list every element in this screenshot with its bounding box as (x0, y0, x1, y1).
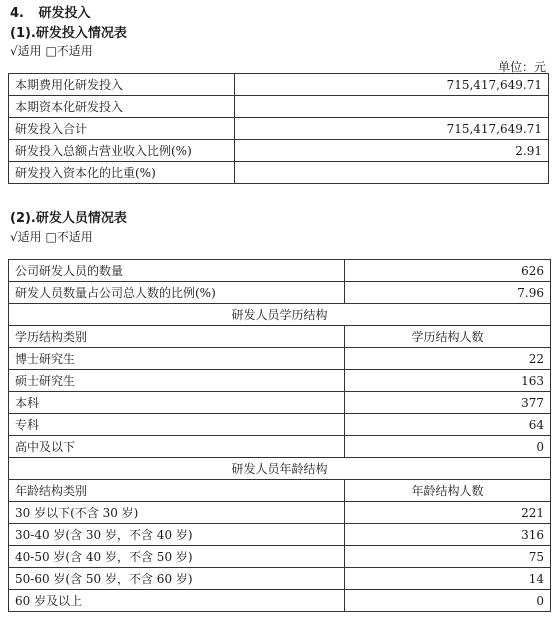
row-value: 22 (345, 348, 551, 370)
row-value: 377 (345, 392, 551, 414)
table-row (9, 502, 551, 524)
age-heading: 研发人员年龄结构 (9, 458, 551, 480)
row-label: 研发投入资本化的比重(%) (9, 162, 235, 184)
row-value (235, 96, 549, 118)
row-label: 本期费用化研发投入 (9, 74, 235, 96)
row-value: 0 (345, 590, 551, 612)
rd-personnel-table (8, 259, 551, 612)
education-heading-row (9, 304, 551, 326)
table-row (9, 348, 551, 370)
row-label: 研发人员数量占公司总人数的比例(%) (9, 282, 345, 304)
table-row (9, 546, 551, 568)
row-label: 高中及以下 (9, 436, 345, 458)
education-heading: 研发人员学历结构 (9, 304, 551, 326)
row-value: 14 (345, 568, 551, 590)
row-value: 7.96 (345, 282, 551, 304)
row-label: 40-50 岁(含 40 岁，不含 50 岁) (9, 546, 345, 568)
rd-personnel-title: (2).研发人员情况表 (10, 211, 127, 226)
section-heading (10, 2, 91, 21)
column-header: 年龄结构类别 (9, 480, 345, 502)
table-row (9, 140, 549, 162)
row-value: 75 (345, 546, 551, 568)
education-column-header-row (9, 326, 551, 348)
row-value: 715,417,649.71 (235, 74, 549, 96)
row-label: 研发投入合计 (9, 118, 235, 140)
section-number: 4. (10, 6, 24, 21)
table-row (9, 414, 551, 436)
row-value: 715,417,649.71 (235, 118, 549, 140)
section-title: 研发投入 (38, 6, 91, 21)
rd-personnel-applicability: √适用 □不适用 (10, 230, 93, 244)
table-row (9, 590, 551, 612)
rd-investment-title: (1).研发投入情况表 (10, 26, 127, 41)
unit-label: 单位：元 (497, 60, 546, 74)
row-label: 研发投入总额占营业收入比例(%) (9, 140, 235, 162)
row-label: 专科 (9, 414, 345, 436)
row-label: 本期资本化研发投入 (9, 96, 235, 118)
age-heading-row (9, 458, 551, 480)
table-row (9, 162, 549, 184)
age-column-header-row (9, 480, 551, 502)
row-label: 30-40 岁(含 30 岁，不含 40 岁) (9, 524, 345, 546)
row-value: 0 (345, 436, 551, 458)
column-header: 学历结构人数 (345, 326, 551, 348)
table-row (9, 436, 551, 458)
row-label: 博士研究生 (9, 348, 345, 370)
row-value: 2.91 (235, 140, 549, 162)
row-value (235, 162, 549, 184)
row-label: 60 岁及以上 (9, 590, 345, 612)
row-label: 30 岁以下(不含 30 岁) (9, 502, 345, 524)
table-row (9, 524, 551, 546)
row-value: 626 (345, 260, 551, 282)
row-label: 50-60 岁(含 50 岁，不含 60 岁) (9, 568, 345, 590)
table-row (9, 392, 551, 414)
column-header: 年龄结构人数 (345, 480, 551, 502)
table-row (9, 260, 551, 282)
rd-investment-applicability: √适用 □不适用 (10, 44, 93, 58)
table-row (9, 96, 549, 118)
row-value: 221 (345, 502, 551, 524)
rd-investment-table (8, 73, 549, 184)
table-row (9, 74, 549, 96)
row-value: 316 (345, 524, 551, 546)
column-header: 学历结构类别 (9, 326, 345, 348)
table-row (9, 282, 551, 304)
table-row (9, 568, 551, 590)
row-label: 硕士研究生 (9, 370, 345, 392)
row-label: 本科 (9, 392, 345, 414)
table-row (9, 118, 549, 140)
table-row (9, 370, 551, 392)
row-label: 公司研发人员的数量 (9, 260, 345, 282)
row-value: 163 (345, 370, 551, 392)
row-value: 64 (345, 414, 551, 436)
